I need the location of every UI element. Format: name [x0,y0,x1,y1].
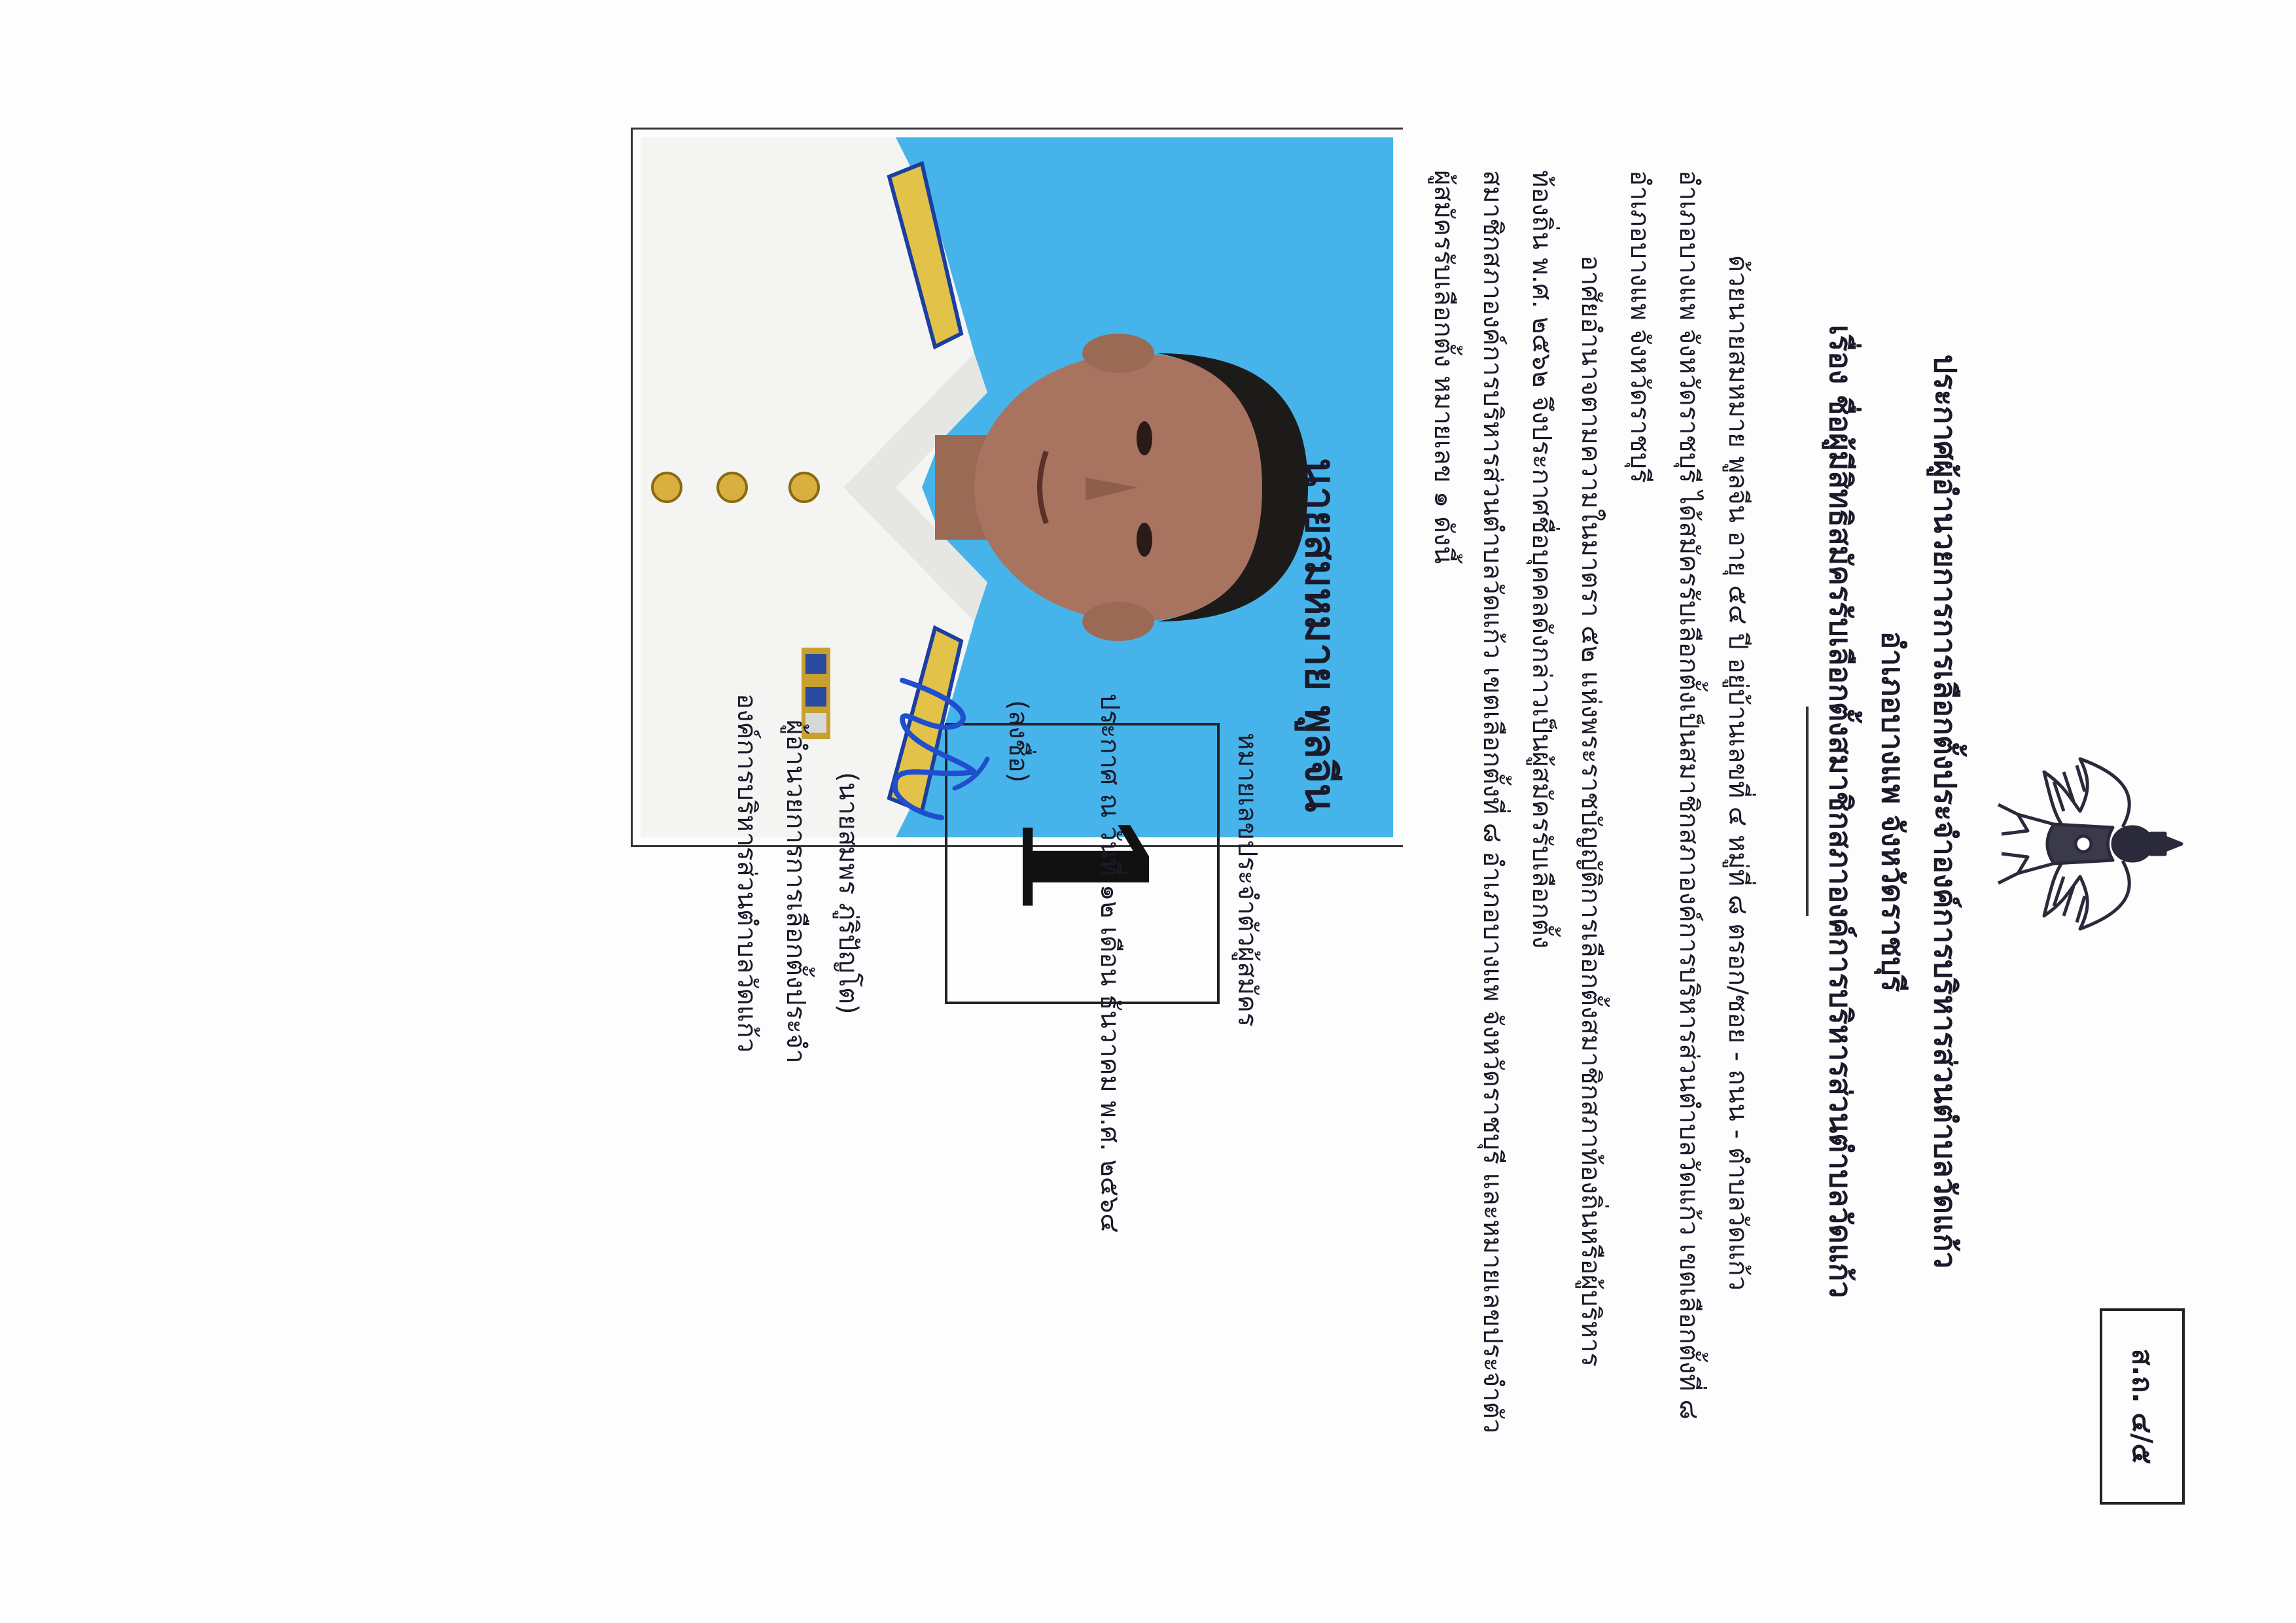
paragraph-2-line-1: อาศัยอำนาจตามความในมาตรา ๕๒ แห่งพระราชบัญญัติการเลือกตั้งสมาชิกสภาท้องถิ่นหรือผู้บริหาร [1576,255,1606,1367]
candidate-number-label: หมายเลขประจำตัวผู้สมัคร [1232,733,1262,1027]
form-code: ส.ถ. ๔/๕ [2127,1348,2159,1465]
header-line-1: ประกาศผู้อำนวยการการเลือกตั้งประจำองค์การบริหารส่วนตำบลวัดแก้ว [1928,354,1963,1269]
paragraph-2-line-3: สมาชิกสภาองค์การบริหารส่วนตำบลวัดแก้ว เขตเลือกตั้งที่ ๘ อำเภอบางแพ จังหวัดราชบุรี และหมายเลขประจำตัว [1477,170,1508,1434]
candidate-name: นายสมหมาย พูลจีน [1296,458,1344,812]
paragraph-2-line-2: ท้องถิ่น พ.ศ. ๒๕๖๒ จึงประกาศชื่อบุคคลดังกล่าวเป็นผู้สมัครรับเลือกตั้ง [1527,170,1557,949]
candidate-number: 1 [982,804,1182,923]
header-line-3: เรื่อง ชื่อผู้มีสิทธิสมัครรับเลือกตั้งสมาชิกสภาองค์การบริหารส่วนตำบลวัดแก้ว [1823,324,1858,1299]
signer-title-1: ผู้อำนวยการการเลือกตั้งประจำ [781,720,811,1064]
signer-title-2: องค์การบริหารส่วนตำบลวัดแก้ว [732,693,762,1053]
announcement-date: ประกาศ ณ วันที่ ๑๒ เดือน ธันวาคม พ.ศ. ๒๕๖๔ [1095,693,1125,1233]
title-divider [1806,707,1809,916]
sign-label: (ลงชื่อ) [1003,700,1033,783]
form-code-box [2100,1308,2185,1505]
paragraph-2-line-4: ผู้สมัครรับเลือกตั้ง หมายเลข ๑ ดังนี้ [1428,170,1458,564]
header-line-2: อำเภอบางแพ จังหวัดราชบุรี [1875,631,1911,992]
signature-image [876,661,1000,824]
paragraph-1-line-2: อำเภอบางแพ จังหวัดราชบุรี ได้สมัครรับเลือกตั้งเป็นสมาชิกสภาองค์การบริหารส่วนตำบลวัดแก้ว เขตเลือกตั้งที่ ๘ [1674,170,1704,1420]
paragraph-1-line-3: อำเภอบางแพ จังหวัดราชบุรี [1625,170,1655,483]
signer-name: (นายสมพร ภู่ริปัญโต) [833,772,863,1015]
garuda-emblem-icon [1985,752,2195,935]
paragraph-1-line-1: ด้วยนายสมหมาย พูลจีน อายุ ๕๔ ปี อยู่บ้านเลขที่ ๔ หมู่ที่ ๘ ตรอก/ซอย - ถนน - ตำบลวัดแก้ว [1723,255,1753,1291]
